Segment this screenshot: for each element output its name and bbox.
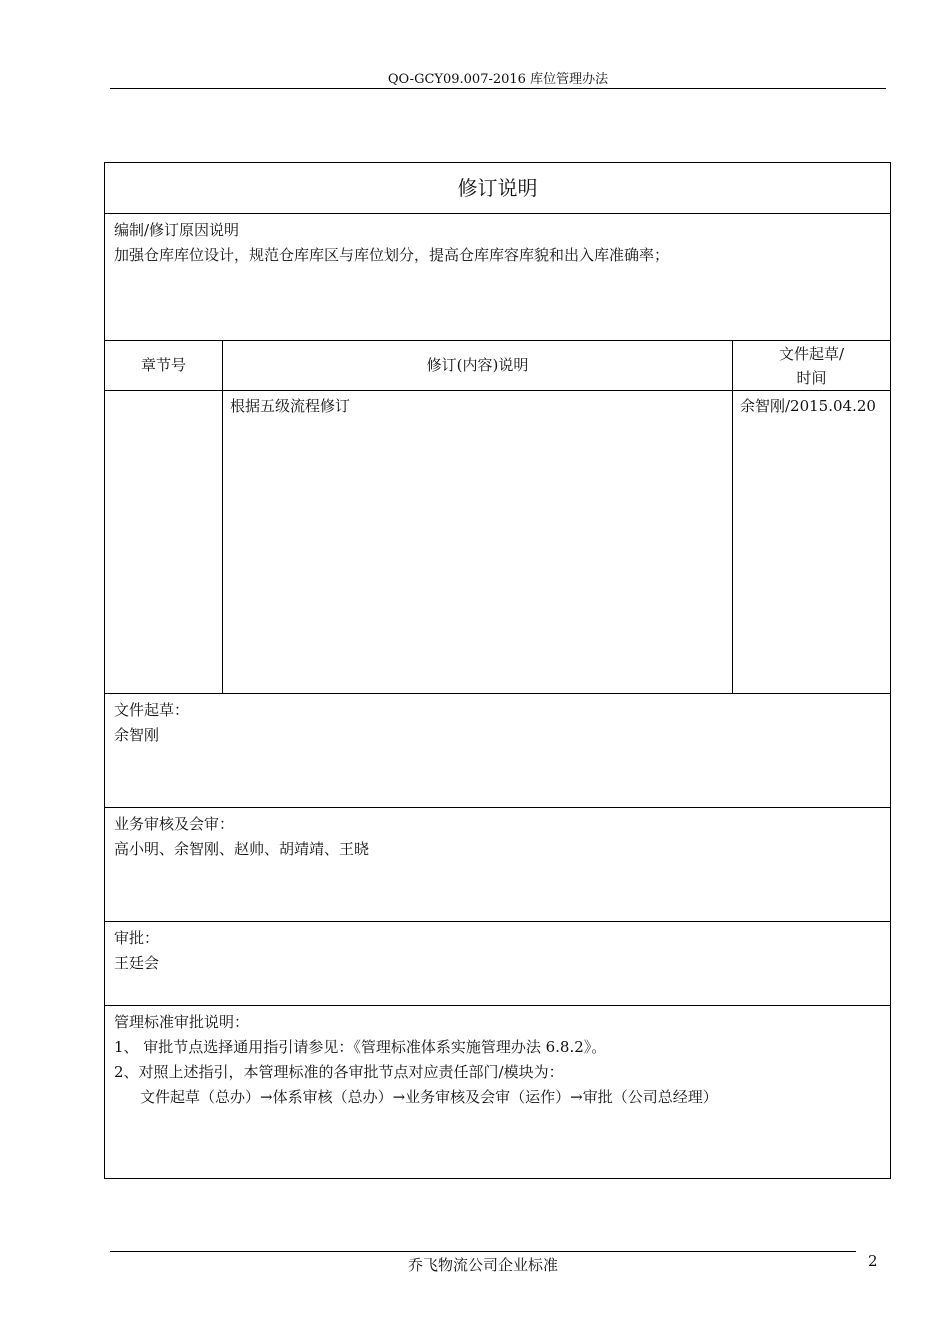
- row-chapter: [105, 391, 223, 694]
- notes-label: 管理标准审批说明：: [114, 1013, 250, 1031]
- draft-label: 文件起草：: [114, 701, 190, 719]
- draft-section: [105, 694, 891, 808]
- revision-table: [104, 162, 891, 1179]
- table-row: [105, 391, 891, 694]
- review-label: 业务审核及会审：: [114, 815, 235, 833]
- notes-section: [105, 1006, 891, 1179]
- row-content: 根据五级流程修订: [223, 391, 733, 694]
- note-2: 2、对照上述指引，本管理标准的各审批节点对应责任部门/模块为：: [114, 1063, 564, 1081]
- page-header: QO-GCY09.007-2016 库位管理办法: [387, 72, 609, 87]
- reason-label: 编制/修订原因说明: [114, 221, 240, 239]
- col-header-chapter: 章节号: [105, 341, 223, 391]
- review-section: [105, 808, 891, 922]
- draft-name: 余智刚: [114, 726, 160, 744]
- row-draft: 余智刚/2015.04.20: [733, 391, 891, 694]
- reason-section: [105, 214, 891, 341]
- table-title: 修订说明: [105, 163, 891, 214]
- review-names: 高小明、余智刚、赵帅、胡靖靖、王晓: [114, 840, 370, 858]
- header-rule: [110, 88, 886, 89]
- page-footer: 乔飞物流公司企业标准: [407, 1256, 558, 1274]
- reason-text: 加强仓库库位设计，规范仓库库区与库位划分，提高仓库库容库貌和出入库准确率；: [114, 246, 670, 264]
- col-header-content: 修订(内容)说明: [223, 341, 733, 391]
- col-header-draft: [733, 341, 891, 391]
- approve-label: 审批：: [114, 929, 160, 947]
- approve-name: 王廷会: [114, 954, 160, 972]
- page-number: 2: [868, 1252, 878, 1270]
- note-3: 文件起草（总办）→体系审核（总办）→业务审核及会审（运作）→审批（公司总经理）: [140, 1088, 718, 1106]
- col-header-draft-line1: 文件起草/: [778, 344, 845, 363]
- footer-rule: [110, 1251, 856, 1252]
- col-header-draft-line2: 时间: [796, 368, 827, 387]
- note-1: 1、 审批节点选择通用指引请参见：《管理标准体系实施管理办法 6.8.2》。: [114, 1038, 607, 1056]
- approve-section: [105, 922, 891, 1006]
